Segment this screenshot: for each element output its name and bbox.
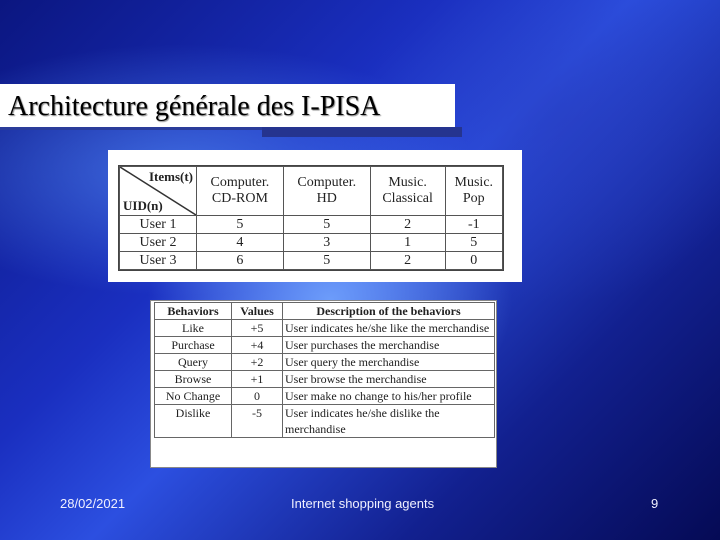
behavior-value: +2 [232,354,283,371]
behavior-name: Purchase [155,337,232,354]
column-header: Computer. CD-ROM [197,167,284,216]
rating-cell: 2 [370,252,445,270]
ratings-table-corner [120,167,197,216]
behavior-name: Dislike [155,405,232,438]
user-label: User 2 [120,234,197,252]
rating-cell: 0 [445,252,502,270]
slide-number: 9 [651,496,659,511]
behavior-name: No Change [155,388,232,405]
slide-title-box [0,84,455,130]
rating-cell: 1 [370,234,445,252]
behavior-name: Browse [155,371,232,388]
behavior-value: +1 [232,371,283,388]
table-row [155,320,495,337]
table-row [120,216,503,234]
corner-uid-label: UID(n) [123,198,163,213]
user-label: User 3 [120,252,197,270]
ratings-table [119,166,503,270]
rating-cell: 6 [197,252,284,270]
table-row [155,371,495,388]
behavior-value: +4 [232,337,283,354]
behavior-description: User indicates he/she like the merchandise [283,320,495,337]
behavior-value: +5 [232,320,283,337]
table-header-row [155,303,495,320]
behaviors-table-panel [150,300,497,468]
behavior-description: User indicates he/she dislike the merchandise [283,405,495,438]
column-header: Behaviors [155,303,232,320]
user-label: User 1 [120,216,197,234]
corner-items-label: Items(t) [148,169,193,184]
rating-cell: 5 [283,216,370,234]
rating-cell: 5 [283,252,370,270]
column-header: Description of the behaviors [283,303,495,320]
rating-cell: 3 [283,234,370,252]
behavior-value: -5 [232,405,283,438]
behavior-value: 0 [232,388,283,405]
behavior-description: User browse the merchandise [283,371,495,388]
table-row [155,337,495,354]
rating-cell: -1 [445,216,502,234]
behavior-name: Like [155,320,232,337]
behavior-description: User make no change to his/her profile [283,388,495,405]
column-header: Computer. HD [283,167,370,216]
rating-cell: 5 [445,234,502,252]
behavior-name: Query [155,354,232,371]
column-header: Music. Classical [370,167,445,216]
table-row [155,405,495,438]
rating-cell: 2 [370,216,445,234]
slide-title: Architecture générale des I-PISA [8,91,381,122]
rating-cell: 5 [197,216,284,234]
footer-date: 28/02/2021 [60,496,126,511]
table-row [120,234,503,252]
ratings-table-panel [108,150,522,282]
title-accent-bar [262,127,462,137]
table-row [155,388,495,405]
rating-cell: 4 [197,234,284,252]
behaviors-table [154,302,495,438]
behavior-description: User query the merchandise [283,354,495,371]
table-row [155,354,495,371]
behavior-description: User purchases the merchandise [283,337,495,354]
footer-title: Internet shopping agents [291,496,435,511]
table-row [120,252,503,270]
column-header: Music. Pop [445,167,502,216]
column-header: Values [232,303,283,320]
